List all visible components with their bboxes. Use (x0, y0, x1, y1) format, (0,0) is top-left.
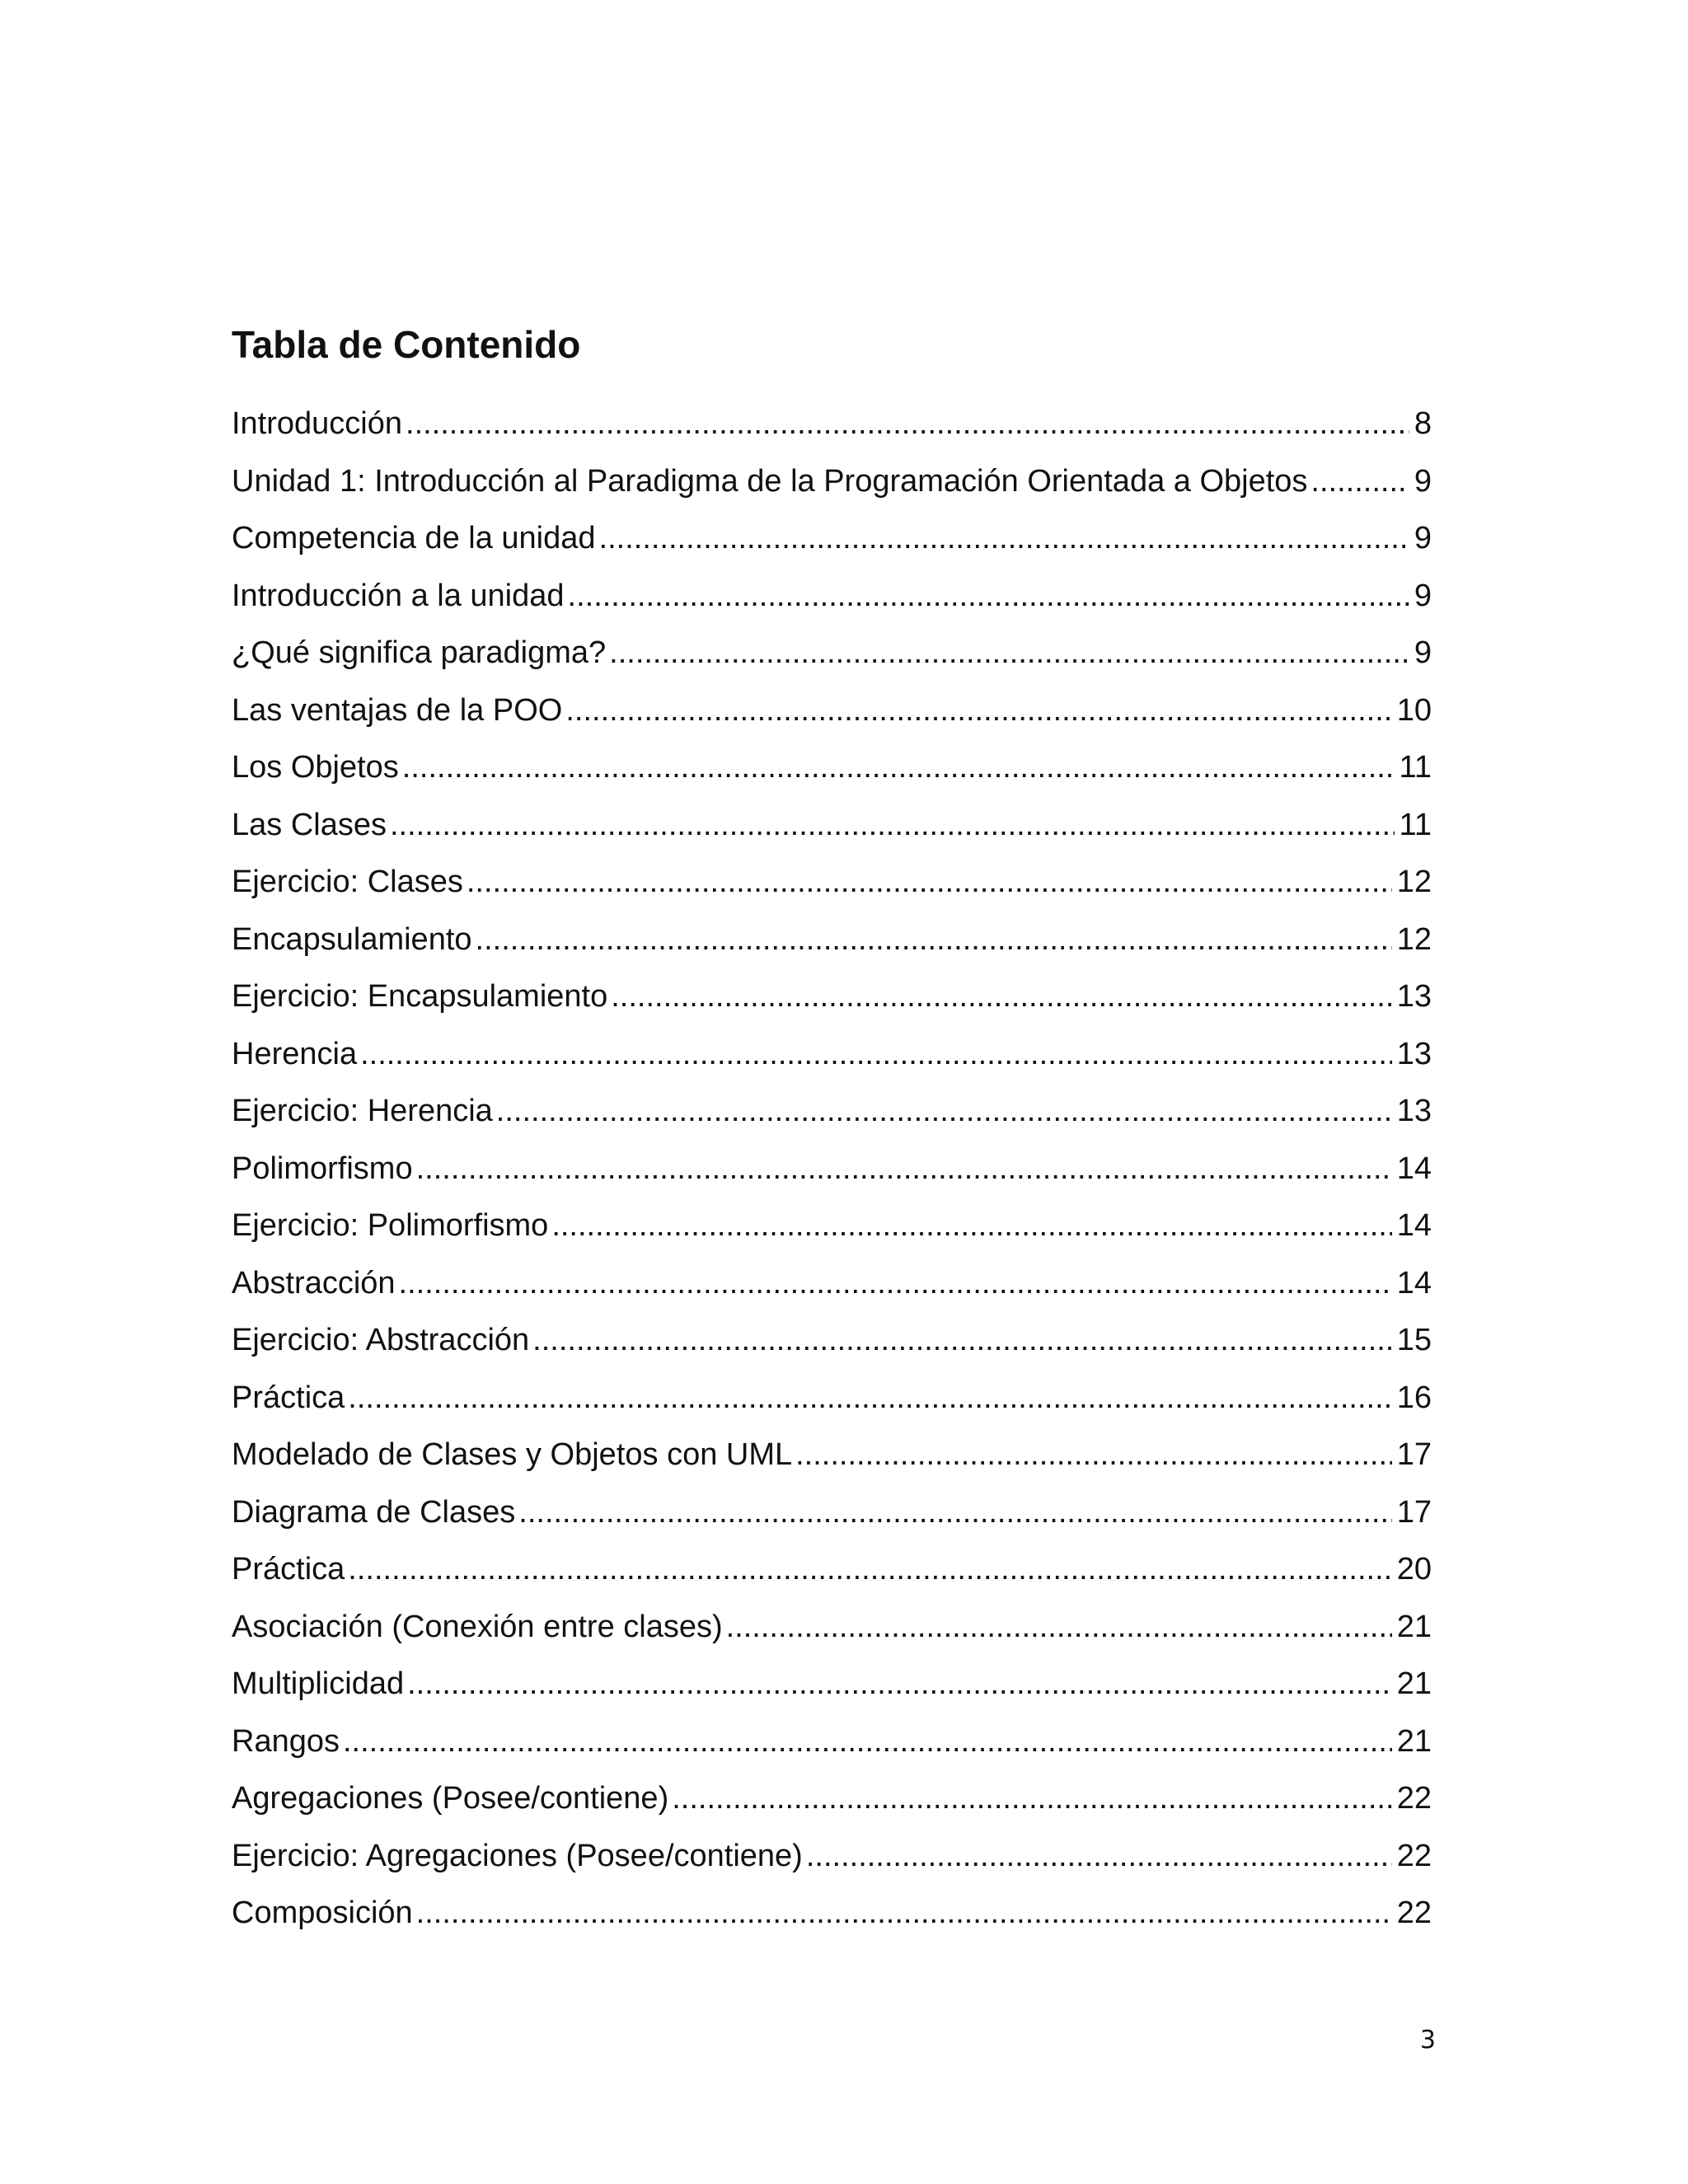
toc-entry-page: 14 (1396, 1151, 1432, 1186)
toc-entry[interactable] (232, 1312, 1432, 1370)
toc-entry[interactable] (232, 396, 1432, 453)
toc-entry-page: 14 (1396, 1265, 1432, 1301)
toc-entry-title: Ejercicio: Agregaciones (Posee/contiene) (232, 1838, 803, 1873)
toc-entry-page: 13 (1396, 1094, 1432, 1128)
toc-entry-title: Rangos (232, 1723, 340, 1759)
table-of-contents (232, 396, 1432, 1943)
toc-entry-title: Introducción (232, 406, 403, 441)
toc-entry[interactable] (232, 1828, 1432, 1886)
toc-entry-page: 14 (1396, 1208, 1432, 1243)
toc-entry[interactable] (232, 568, 1432, 626)
dot-leader (532, 1312, 1392, 1370)
toc-entry-page: 8 (1414, 406, 1432, 441)
toc-entry-page: 9 (1414, 463, 1432, 499)
toc-entry-title: Las ventajas de la POO (232, 692, 563, 728)
toc-entry-title: Los Objetos (232, 750, 399, 785)
toc-entry-title: Asociación (Conexión entre clases) (232, 1609, 723, 1644)
dot-leader (476, 912, 1392, 969)
dot-leader (360, 1026, 1392, 1084)
toc-entry[interactable] (232, 854, 1432, 912)
toc-entry-title: Práctica (232, 1380, 345, 1415)
toc-entry-page: 12 (1396, 921, 1432, 957)
dot-leader (518, 1484, 1391, 1542)
toc-entry-page: 16 (1396, 1380, 1432, 1415)
dot-leader (672, 1770, 1392, 1828)
toc-entry[interactable] (232, 1541, 1432, 1599)
toc-entry[interactable] (232, 1599, 1432, 1657)
dot-leader (399, 1255, 1392, 1313)
dot-leader (343, 1713, 1392, 1771)
toc-entry-title: Herencia (232, 1036, 358, 1071)
dot-leader (726, 1599, 1392, 1657)
toc-entry-page: 13 (1396, 1036, 1432, 1071)
dot-leader (467, 854, 1392, 912)
toc-entry-page: 9 (1414, 635, 1432, 670)
dot-leader (1311, 453, 1409, 511)
toc-entry-page: 21 (1396, 1723, 1432, 1759)
toc-entry[interactable] (232, 1141, 1432, 1198)
toc-entry[interactable] (232, 1885, 1432, 1943)
toc-entry[interactable] (232, 912, 1432, 969)
toc-entry[interactable] (232, 1370, 1432, 1427)
toc-entry[interactable] (232, 1026, 1432, 1084)
toc-entry-title: Unidad 1: Introducción al Paradigma de la Programación Orientada a Objetos (232, 463, 1308, 499)
toc-entry-page: 12 (1396, 865, 1432, 899)
toc-entry-title: Introducción a la unidad (232, 578, 565, 613)
toc-entry-page: 10 (1396, 692, 1432, 728)
dot-leader (416, 1141, 1392, 1198)
toc-entry-title: Diagrama de Clases (232, 1494, 516, 1530)
toc-entry-title: Polimorfismo (232, 1151, 413, 1186)
toc-entry-title: Encapsulamiento (232, 921, 472, 957)
dot-leader (496, 1083, 1392, 1141)
toc-entry[interactable] (232, 1770, 1432, 1828)
dot-leader (565, 682, 1391, 740)
toc-entry[interactable] (232, 453, 1432, 511)
toc-entry[interactable] (232, 1484, 1432, 1542)
toc-entry-title: Multiplicidad (232, 1666, 405, 1701)
dot-leader (609, 625, 1409, 682)
dot-leader (348, 1370, 1391, 1427)
dot-leader (568, 568, 1409, 626)
dot-leader (348, 1541, 1391, 1599)
toc-entry-page: 9 (1414, 521, 1432, 555)
toc-entry[interactable] (232, 968, 1432, 1026)
toc-entry-title: Ejercicio: Polimorfismo (232, 1208, 549, 1243)
toc-entry[interactable] (232, 1656, 1432, 1713)
toc-entry-page: 13 (1396, 979, 1432, 1014)
toc-entry-title: Abstracción (232, 1265, 396, 1301)
toc-entry-title: Modelado de Clases y Objetos con UML (232, 1437, 793, 1472)
dot-leader (611, 968, 1391, 1026)
toc-entry-page: 17 (1396, 1494, 1432, 1530)
toc-entry-page: 22 (1396, 1781, 1432, 1816)
toc-entry[interactable] (232, 1083, 1432, 1141)
toc-entry-page: 11 (1399, 807, 1432, 842)
page-title: Tabla de Contenido (232, 323, 581, 366)
toc-entry-title: Ejercicio: Encapsulamiento (232, 979, 608, 1014)
dot-leader (407, 1656, 1392, 1713)
toc-entry-page: 21 (1396, 1666, 1432, 1701)
dot-leader (402, 739, 1395, 797)
toc-entry-title: Ejercicio: Herencia (232, 1094, 493, 1128)
toc-entry[interactable] (232, 1713, 1432, 1771)
toc-entry-title: Agregaciones (Posee/contiene) (232, 1781, 669, 1816)
toc-entry-page: 17 (1396, 1437, 1432, 1472)
toc-entry-title: Práctica (232, 1552, 345, 1586)
dot-leader (806, 1828, 1392, 1886)
toc-entry-page: 9 (1414, 578, 1432, 613)
toc-entry[interactable] (232, 625, 1432, 682)
dot-leader (551, 1197, 1391, 1255)
toc-entry[interactable] (232, 1255, 1432, 1313)
toc-entry-page: 22 (1396, 1838, 1432, 1873)
toc-entry[interactable] (232, 510, 1432, 568)
toc-entry-title: Composición (232, 1896, 413, 1930)
toc-entry-title: Competencia de la unidad (232, 521, 596, 555)
toc-entry-page: 15 (1396, 1323, 1432, 1357)
dot-leader (599, 510, 1409, 568)
toc-entry-page: 20 (1396, 1552, 1432, 1586)
toc-entry[interactable] (232, 682, 1432, 740)
toc-entry-title: ¿Qué significa paradigma? (232, 635, 607, 670)
toc-entry[interactable] (232, 1197, 1432, 1255)
toc-entry-title: Las Clases (232, 807, 387, 842)
toc-entry[interactable] (232, 1427, 1432, 1484)
toc-entry-page: 11 (1399, 750, 1432, 785)
dot-leader (416, 1885, 1392, 1943)
toc-entry-title: Ejercicio: Abstracción (232, 1323, 530, 1357)
dot-leader (390, 797, 1395, 855)
toc-entry[interactable] (232, 797, 1432, 855)
page-number: 3 (1419, 2026, 1436, 2055)
toc-entry-title: Ejercicio: Clases (232, 865, 463, 899)
dot-leader (406, 396, 1409, 453)
toc-entry-page: 22 (1396, 1896, 1432, 1930)
dot-leader (795, 1427, 1392, 1484)
toc-entry[interactable] (232, 739, 1432, 797)
toc-entry-page: 21 (1396, 1609, 1432, 1644)
